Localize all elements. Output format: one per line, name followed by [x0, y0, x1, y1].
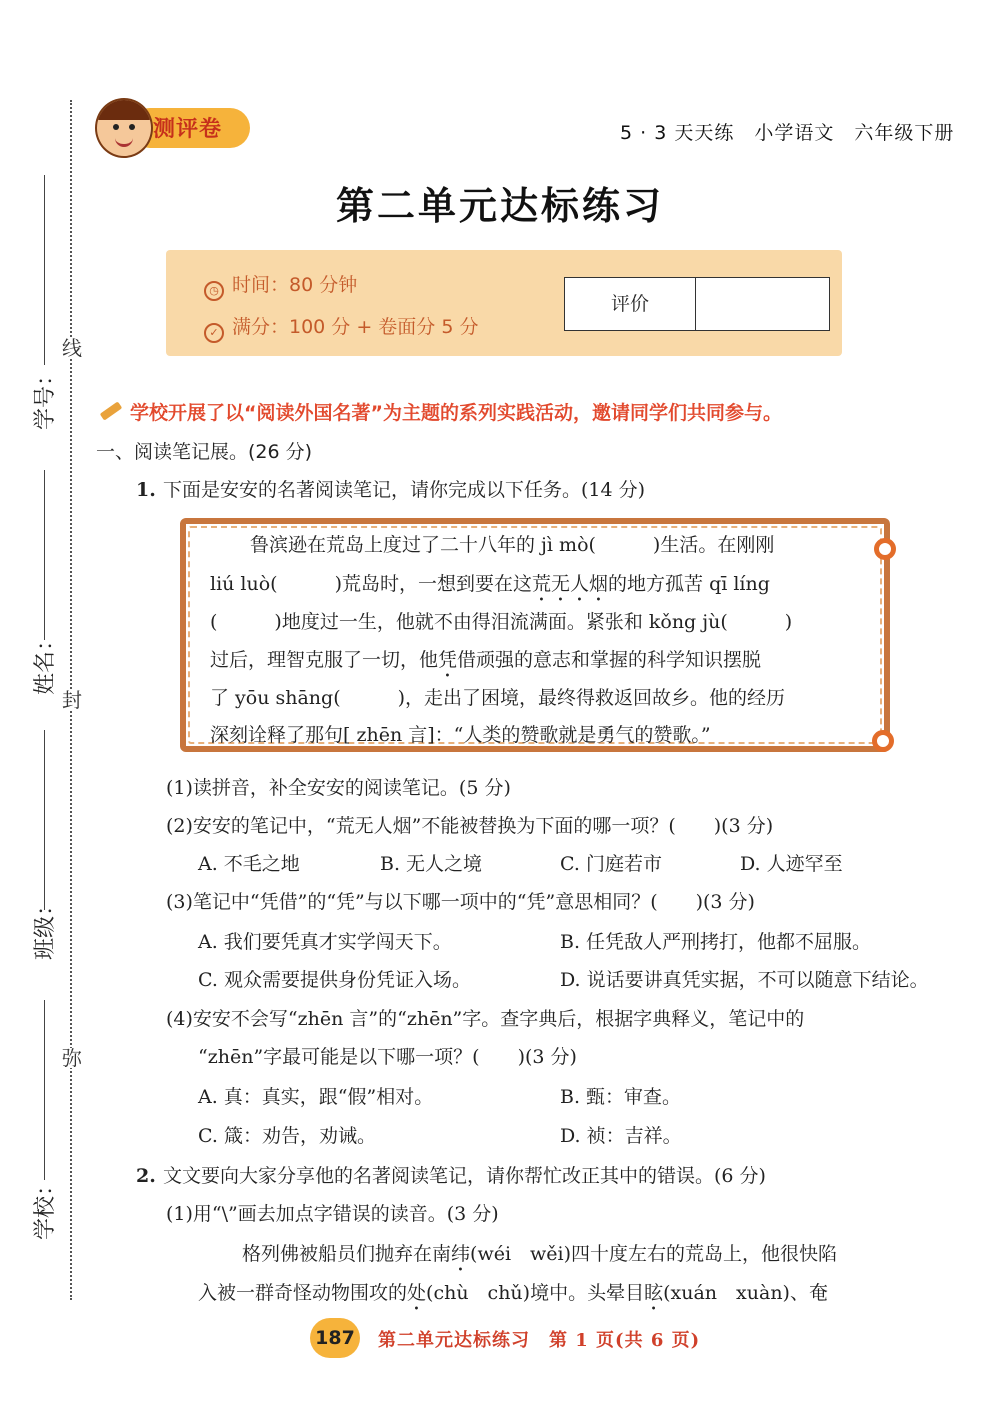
school-field[interactable] [44, 1000, 45, 1180]
footer-text: 第二单元达标练习 第 1 页(共 6 页) [378, 1330, 701, 1351]
q2-stem: 文文要向大家分享他的名著阅读笔记，请你帮忙改正其中的错误。(6 分) [163, 1165, 766, 1187]
q1-number: 1. [136, 479, 156, 501]
q1-sub4-line-2: “zhēn”字最可能是以下哪一项？( )(3 分) [198, 1046, 577, 1068]
page-footer [310, 1318, 750, 1358]
q1-stem: 下面是安安的名著阅读笔记，请你完成以下任务。(14 分) [163, 479, 646, 501]
q1-sub3-option-c[interactable]: C. 观众需要提供身份凭证入场。 [198, 969, 471, 991]
q1-sub3-option-d[interactable]: D. 说话要讲真凭实据，不可以随意下结论。 [560, 969, 929, 991]
name-field[interactable] [44, 470, 45, 640]
q1-sub2-option-a[interactable]: A. 不毛之地 [198, 853, 300, 875]
q1-sub3: (3)笔记中“凭借”的“凭”与以下哪一项中的“凭”意思相同？( )(3 分) [166, 891, 755, 913]
page-title: 第二单元达标练习 [335, 183, 664, 228]
score-line: ✓ 满分：100 分 + 卷面分 5 分 [204, 312, 478, 343]
q2-passage-line-2: 入被一群奇怪动物围攻的处(chù chǔ)境中。头晕目眩(xuán xuàn)、奄 [198, 1282, 828, 1304]
passage-line-5: 了 yōu shāng( )，走出了困境，最终得救返回故乡。他的经历 [210, 687, 786, 709]
passage-line-4: 过后，理智克服了一切，他凭借顽强的意志和掌握的科学知识摆脱 [210, 649, 762, 671]
binding-word-seal: 封 [62, 688, 82, 712]
exam-badge [95, 98, 255, 154]
class-field[interactable] [44, 730, 45, 910]
passage-line-3: ( )地度过一生，他就不由得泪流满面。紧张和 kǒng jù( ) [210, 611, 793, 633]
q1-sub1: (1)读拼音，补全安安的阅读笔记。(5 分) [166, 777, 511, 799]
q1-sub4-option-b[interactable]: B. 甄：审查。 [560, 1086, 682, 1108]
q1-sub4-option-c[interactable]: C. 箴：劝告，劝诫。 [198, 1125, 376, 1147]
activity-banner: 学校开展了以“阅读外国名著”为主题的系列实践活动，邀请同学们共同参与。 [100, 398, 782, 425]
pencil-icon [100, 401, 123, 420]
binding-word-line: 线 [62, 336, 82, 360]
page-number: 187 [310, 1318, 360, 1358]
q2-number: 2. [136, 1165, 156, 1187]
check-icon: ✓ [204, 323, 224, 343]
mascot-icon [95, 98, 153, 158]
grade-label: 评价 [565, 278, 696, 330]
info-box [166, 250, 842, 356]
passage-line-1: 鲁滨逊在荒岛上度过了二十八年的 jì mò( )生活。在刚刚 [250, 534, 775, 556]
q1-sub3-option-a[interactable]: A. 我们要凭真才实学闯天下。 [198, 931, 452, 953]
q1-sub2-option-b[interactable]: B. 无人之境 [380, 853, 483, 875]
grade-field[interactable] [696, 278, 829, 330]
series-title: 5 · 3 天天练 小学语文 六年级下册 [620, 122, 955, 144]
rope-knot-icon [874, 538, 896, 560]
q2-passage-line-1: 格列佛被船员们抛弃在南纬(wéi wěi)四十度左右的荒岛上，他很快陷 [242, 1243, 838, 1265]
q1-sub4-line-1: (4)安安不会写“zhēn 言”的“zhēn”字。查字典后，根据字典释义，笔记中的 [166, 1008, 805, 1030]
grade-box [564, 277, 830, 331]
clock-icon: ◷ [204, 281, 224, 301]
passage-line-2: liú luò( )荒岛时，一想到要在这荒无人烟的地方孤苦 qī líng [210, 573, 770, 595]
binding-word-mi: 弥 [62, 1046, 82, 1070]
rope-knot-icon [872, 730, 894, 752]
q1-sub2-option-d[interactable]: D. 人迹罕至 [740, 853, 843, 875]
q1-sub4-option-a[interactable]: A. 真：真实，跟“假”相对。 [198, 1086, 434, 1108]
q1-sub2: (2)安安的笔记中，“荒无人烟”不能被替换为下面的哪一项？( )(3 分) [166, 815, 774, 837]
section-heading: 一、阅读笔记展。(26 分) [96, 441, 313, 463]
q1-sub4-option-d[interactable]: D. 祯：吉祥。 [560, 1125, 682, 1147]
badge-text: 测评卷 [153, 117, 223, 142]
time-line: ◷ 时间：80 分钟 [204, 270, 357, 301]
q1-sub3-option-b[interactable]: B. 任凭敌人严刑拷打，他都不屈服。 [560, 931, 872, 953]
passage-line-6: 深刻诠释了那句[ zhēn 言]：“人类的赞歌就是勇气的赞歌。” [210, 724, 711, 746]
q1-sub2-option-c[interactable]: C. 门庭若市 [560, 853, 662, 875]
q2-sub1: (1)用“\”画去加点字错误的读音。(3 分) [166, 1203, 499, 1225]
